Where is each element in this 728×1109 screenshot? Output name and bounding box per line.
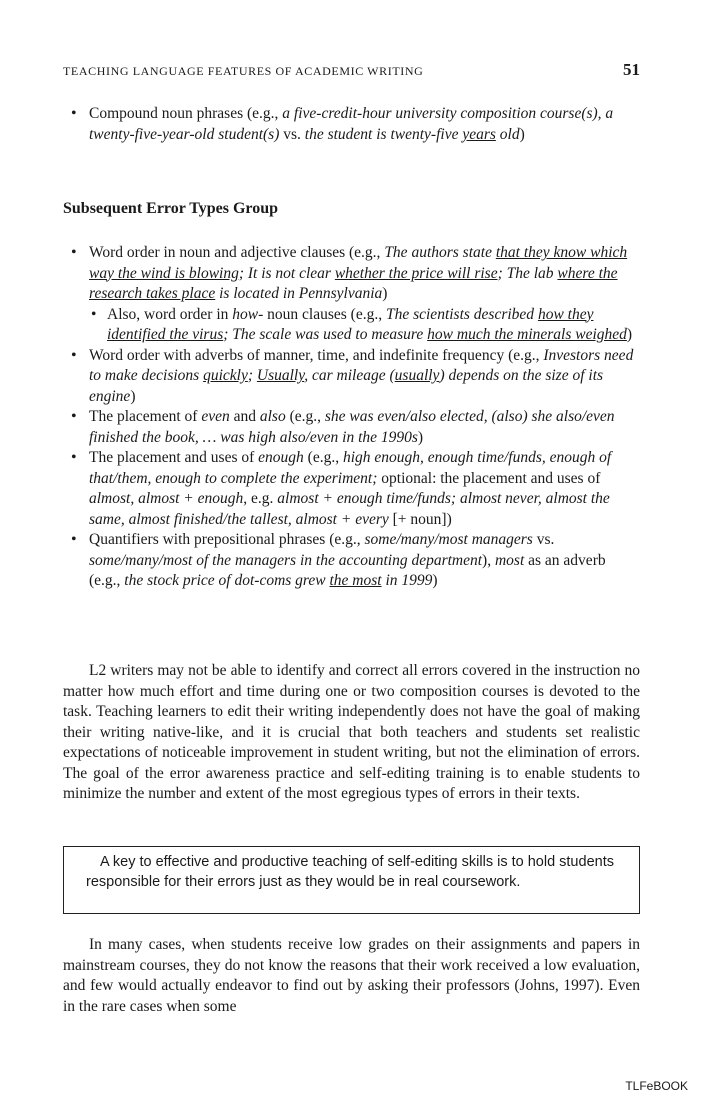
example-text: ; (247, 367, 257, 384)
example-text: ) depends on the size of its engine (89, 367, 604, 405)
example-text: , car mileage ( (304, 367, 395, 384)
paragraph-block-2 (63, 935, 640, 1017)
top-bullet-block (63, 104, 640, 145)
example-text: old (495, 125, 520, 143)
bullet-text: ) (432, 572, 438, 589)
example-text: The scientists described (385, 305, 538, 323)
section-heading: Subsequent Error Types Group (63, 200, 279, 217)
underlined-example: how they identified the virus (107, 305, 594, 343)
example-text: she was even/also elected, (also) she also/even finished the book, … was high also/even in the 1990s (89, 408, 615, 446)
underlined-example: that they know which way the wind is blowing (89, 244, 628, 282)
bullet-text: The placement of (89, 408, 202, 425)
example-text: some/many/most of the managers in the accounting department (89, 551, 483, 569)
underlined-example: years (462, 125, 496, 143)
running-head: TEACHING LANGUAGE FEATURES OF ACADEMIC WRITING (63, 64, 424, 78)
example-text: some/many/most managers (364, 531, 533, 548)
bullet-text: ) (130, 387, 136, 405)
example-text: how- (232, 305, 264, 323)
sub-bullet-list (89, 305, 640, 346)
bullet-text: vs. (532, 531, 555, 548)
bullet-text: The placement and uses of (89, 449, 259, 466)
bullet-text: Word order with adverbs of manner, time, and indefinite frequency (e.g., (89, 346, 544, 364)
example-text: The authors state (384, 244, 496, 261)
bullet-text: (e.g., (285, 408, 325, 425)
bullet-text: ) (626, 326, 633, 343)
underlined-example: where the research takes place (89, 264, 618, 302)
bullet-text: Quantifiers with prepositional phrases (e.g., (89, 531, 365, 548)
example-text: a five-credit-hour university composition course(s), a twenty-five-year-old student(s) (89, 105, 614, 143)
underlined-example: how much the minerals weighed (427, 326, 627, 343)
underlined-example: the most (329, 572, 382, 589)
bullet-text: [+ noun]) (388, 510, 452, 528)
bullet-text: Word order in noun and adjective clauses (e.g., (89, 244, 385, 261)
top-bullet-list (63, 104, 640, 145)
example-text: in 1999 (381, 572, 433, 589)
example-text: almost, almost + enough (89, 490, 244, 507)
sub-bullet-how-clauses (89, 305, 640, 346)
bullet-text: optional: the placement and uses of (377, 469, 601, 487)
example-text: enough (258, 449, 304, 466)
bullet-text: ) (417, 428, 424, 446)
callout-box (63, 846, 640, 914)
bullet-text: as an adverb (e.g., (89, 551, 606, 589)
bullet-text: ), (482, 551, 495, 569)
section-heading-block (63, 200, 640, 218)
bullet-quantifiers (63, 530, 640, 592)
error-types-list (63, 243, 640, 592)
page-number: 51 (623, 60, 640, 79)
bullet-text: (e.g., (303, 449, 343, 466)
bullet-text: ) (519, 125, 525, 143)
bullet-text: , e.g. (243, 490, 278, 507)
bullet-text: ) (382, 285, 388, 302)
bullet-even-also (63, 407, 640, 448)
bullet-text: noun clauses (e.g., (263, 305, 386, 323)
body-paragraph: L2 writers may not be able to identify and correct all errors covered in the instruction no matter how much effort and time during one or two composition courses is devoted to the task. Teaching learners to edit their writing independently does not have the goal of making their writing native-like, and it is crucial that both teachers and students set realistic expectations of noticeable improvement in student writing, but not the elimination of errors. The goal of the error awareness practice and self-editing training is to enable students to minimize the number and extent of the most egregious types of errors in their texts. (63, 662, 640, 802)
example-text: the student is twenty-five (304, 125, 463, 143)
example-text: even (201, 408, 230, 425)
underlined-example: whether the price will rise (334, 264, 498, 282)
error-types-block (63, 243, 640, 592)
bullet-text: vs. (279, 125, 305, 143)
example-text: most (494, 551, 525, 569)
body-paragraph: In many cases, when students receive low grades on their assignments and papers in mainstream courses, they do not know the reasons that their work received a low evaluation, and few would actually endeavor to find out by asking their professors (Johns, 1997). Even in the rare cases when some (63, 936, 640, 1015)
example-text: ; It is not clear (238, 264, 335, 282)
underlined-example: quickly (203, 367, 248, 384)
underlined-example: Usually (256, 367, 305, 384)
example-text: the stock price of dot-coms grew (124, 572, 330, 589)
example-text: is located in Pennsylvania (215, 285, 383, 302)
bullet-enough (63, 448, 640, 530)
example-text: ; The scale was used to measure (223, 326, 428, 343)
example-text: high enough, enough time/funds, enough of that/them, enough to complete the experiment; (89, 449, 612, 487)
example-text: almost + enough time/funds; almost never, almost the same, almost finished/the tallest, almost + every (89, 490, 610, 528)
bullet-word-order-adverbs (63, 346, 640, 408)
underlined-example: usually (394, 367, 440, 384)
callout-text: A key to effective and productive teaching of self-editing skills is to hold students responsible for their errors just as they would be in real coursework. (86, 854, 614, 890)
example-text: Investors need to make decisions (89, 346, 634, 384)
bullet-word-order-clauses (63, 243, 640, 346)
page-header (63, 60, 640, 84)
bullet-text: Also, word order in (107, 305, 233, 323)
example-text: also (259, 408, 286, 425)
footer-watermark: TLFeBOOK (625, 1079, 688, 1093)
bullet-compound-noun-phrases (63, 104, 640, 145)
bullet-text: and (229, 408, 260, 425)
bullet-text: Compound noun phrases (e.g., (89, 105, 283, 122)
example-text: ; The lab (497, 264, 558, 282)
paragraph-block-1 (63, 661, 640, 805)
